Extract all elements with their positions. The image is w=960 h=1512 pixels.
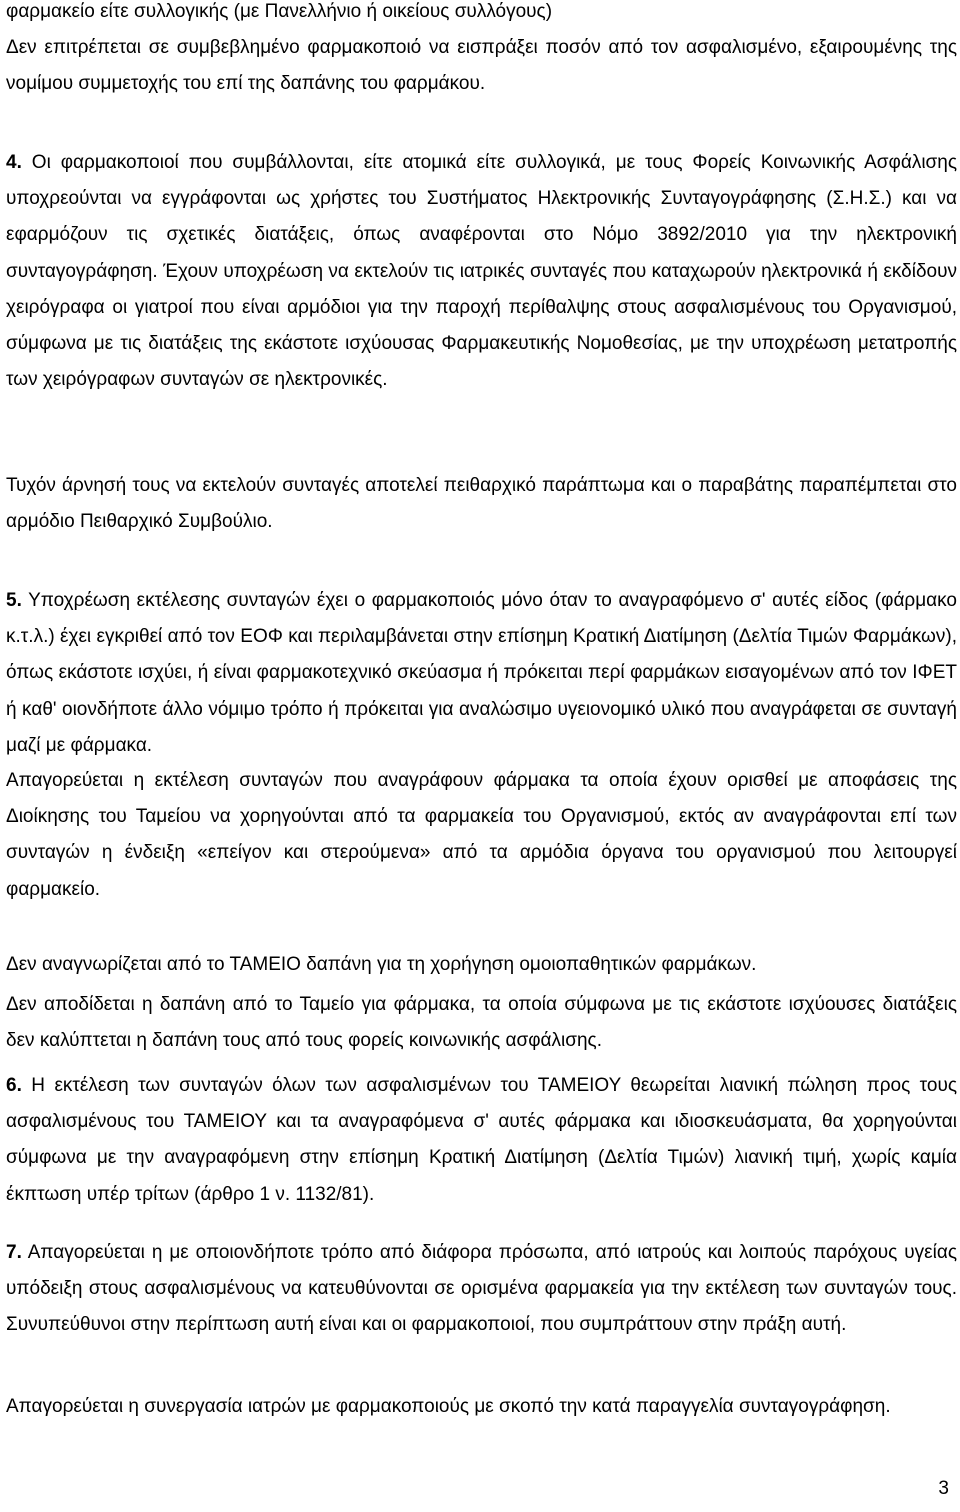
paragraph-homeopathic: Δεν αναγνωρίζεται από το ΤΑΜΕΙΟ δαπάνη για τη χορήγηση ομοιοπαθητικών φαρμάκων. — [6, 954, 757, 975]
paragraph-section-6: 6. Η εκτέλεση των συνταγών όλων των ασφαλισμένων του ΤΑΜΕΙΟΥ θεωρείται λιανική πώληση προς τους ασφαλισμένους του ΤΑΜΕΙΟΥ και τα αναγραφόμενα σ' αυτές φάρμακα και ιδιοσκευάσματα, θα χορηγούνται σύμφωνα με την αναγραφόμενη στην επίσημη Κρατική Διατίμηση (Δελτία Τιμών) λιανική τιμή, χωρίς καμία έκπτωση υπέρ τρίτων (άρθρο 1 ν. 1132/81). — [6, 1075, 957, 1205]
page-number: 3 — [938, 1478, 949, 1499]
paragraph-prohibition: Απαγορεύεται η εκτέλεση συνταγών που αναγράφουν φάρμακα τα οποία έχουν ορισθεί με αποφάσεις της Διοίκησης του Ταμείου να χορηγούνται από τα φαρμακεία του Οργανισμού, εκτός αν αναγράφονται επί των συνταγών η ένδειξη «επείγον και στερούμενα» από τα αρμόδια όργανα του οργανισμού που λειτουργεί φαρμακείο. — [6, 770, 957, 900]
paragraph-disciplinary: Τυχόν άρνησή τους να εκτελούν συνταγές αποτελεί πειθαρχικό παράπτωμα και ο παραβάτης παραπέμπεται στο αρμόδιο Πειθαρχικό Συμβούλιο. — [6, 475, 957, 533]
paragraph-non-covered: Δεν αποδίδεται η δαπάνη από το Ταμείο για φάρμακα, τα οποία σύμφωνα με τις εκάστοτε ισχύουσες διατάξεις δεν καλύπτεται η δαπάνη τους από τους φορείς κοινωνικής ασφάλισης. — [6, 994, 957, 1052]
section-number: 5. — [6, 590, 22, 611]
section-number: 6. — [6, 1075, 22, 1096]
section-number: 7. — [6, 1242, 22, 1263]
paragraph-section-5: 5. Υποχρέωση εκτέλεσης συνταγών έχει ο φαρμακοποιός μόνο όταν το αναγραφόμενο σ' αυτές είδος (φάρμακο κ.τ.λ.) έχει εγκριθεί από τον ΕΟΦ και περιλαμβάνεται στην επίσημη Κρατική Διατίμηση (Δελτία Τιμών Φαρμάκων), όπως εκάστοτε ισχύει, ή είναι φαρμακοτεχνικό σκεύασμα ή πρόκειται περί φαρμάκων εισαγομένων από τον ΙΦΕΤ ή καθ' οιονδήποτε άλλο νόμιμο τρόπο ή πρόκειται για αναλώσιμο υγειονομικό υλικό που αναγράφεται σε συνταγή μαζί με φάρμακα. — [6, 590, 957, 756]
paragraph-copayment: Δεν επιτρέπεται σε συμβεβλημένο φαρμακοποιό να εισπράξει ποσόν από τον ασφαλισμένο, εξαιρουμένης της νομίμου συμμετοχής του επί της δαπάνης του φαρμάκου. — [6, 37, 957, 95]
section-number: 4. — [6, 152, 22, 173]
paragraph-continuation: φαρμακείο είτε συλλογικής (με Πανελλήνιο ή οικείους συλλόγους) — [6, 1, 553, 22]
paragraph-prescription-collusion: Απαγορεύεται η συνεργασία ιατρών με φαρμακοποιούς με σκοπό την κατά παραγγελία συνταγογράφηση. — [6, 1396, 891, 1417]
paragraph-section-7: 7. Απαγορεύεται η με οποιονδήποτε τρόπο από διάφορα πρόσωπα, από ιατρούς και λοιπούς παρόχους υγείας υπόδειξη στους ασφαλισμένους να κατευθύνονται σε ορισμένα φαρμακεία για την εκτέλεση των συνταγών τους. Συνυπεύθυνοι στην περίπτωση αυτή είναι και οι φαρμακοποιοί, που συμπράττουν στην πράξη αυτή. — [6, 1242, 957, 1336]
paragraph-section-4: 4. Οι φαρμακοποιοί που συμβάλλονται, είτε ατομικά είτε συλλογικά, με τους Φορείς Κοινωνικής Ασφάλισης υποχρεούνται να εγγράφονται ως χρήστες του Συστήματος Ηλεκτρονικής Συνταγογράφησης (Σ.Η.Σ.) και να εφαρμόζουν τις σχετικές διατάξεις, όπως αναφέρονται στο Νόμο 3892/2010 για την ηλεκτρονική συνταγογράφηση. Έχουν υποχρέωση να εκτελούν τις ιατρικές συνταγές που καταχωρούν ηλεκτρονικά ή εκδίδουν χειρόγραφα οι γιατροί που είναι αρμόδιοι για την παροχή περίθαλψης στους ασφαλισμένους του Οργανισμού, σύμφωνα με τις διατάξεις της εκάστοτε ισχύουσας Φαρμακευτικής Νομοθεσίας, με την υποχρέωση μετατροπής των χειρόγραφων συνταγών σε ηλεκτρονικές. — [6, 152, 957, 391]
